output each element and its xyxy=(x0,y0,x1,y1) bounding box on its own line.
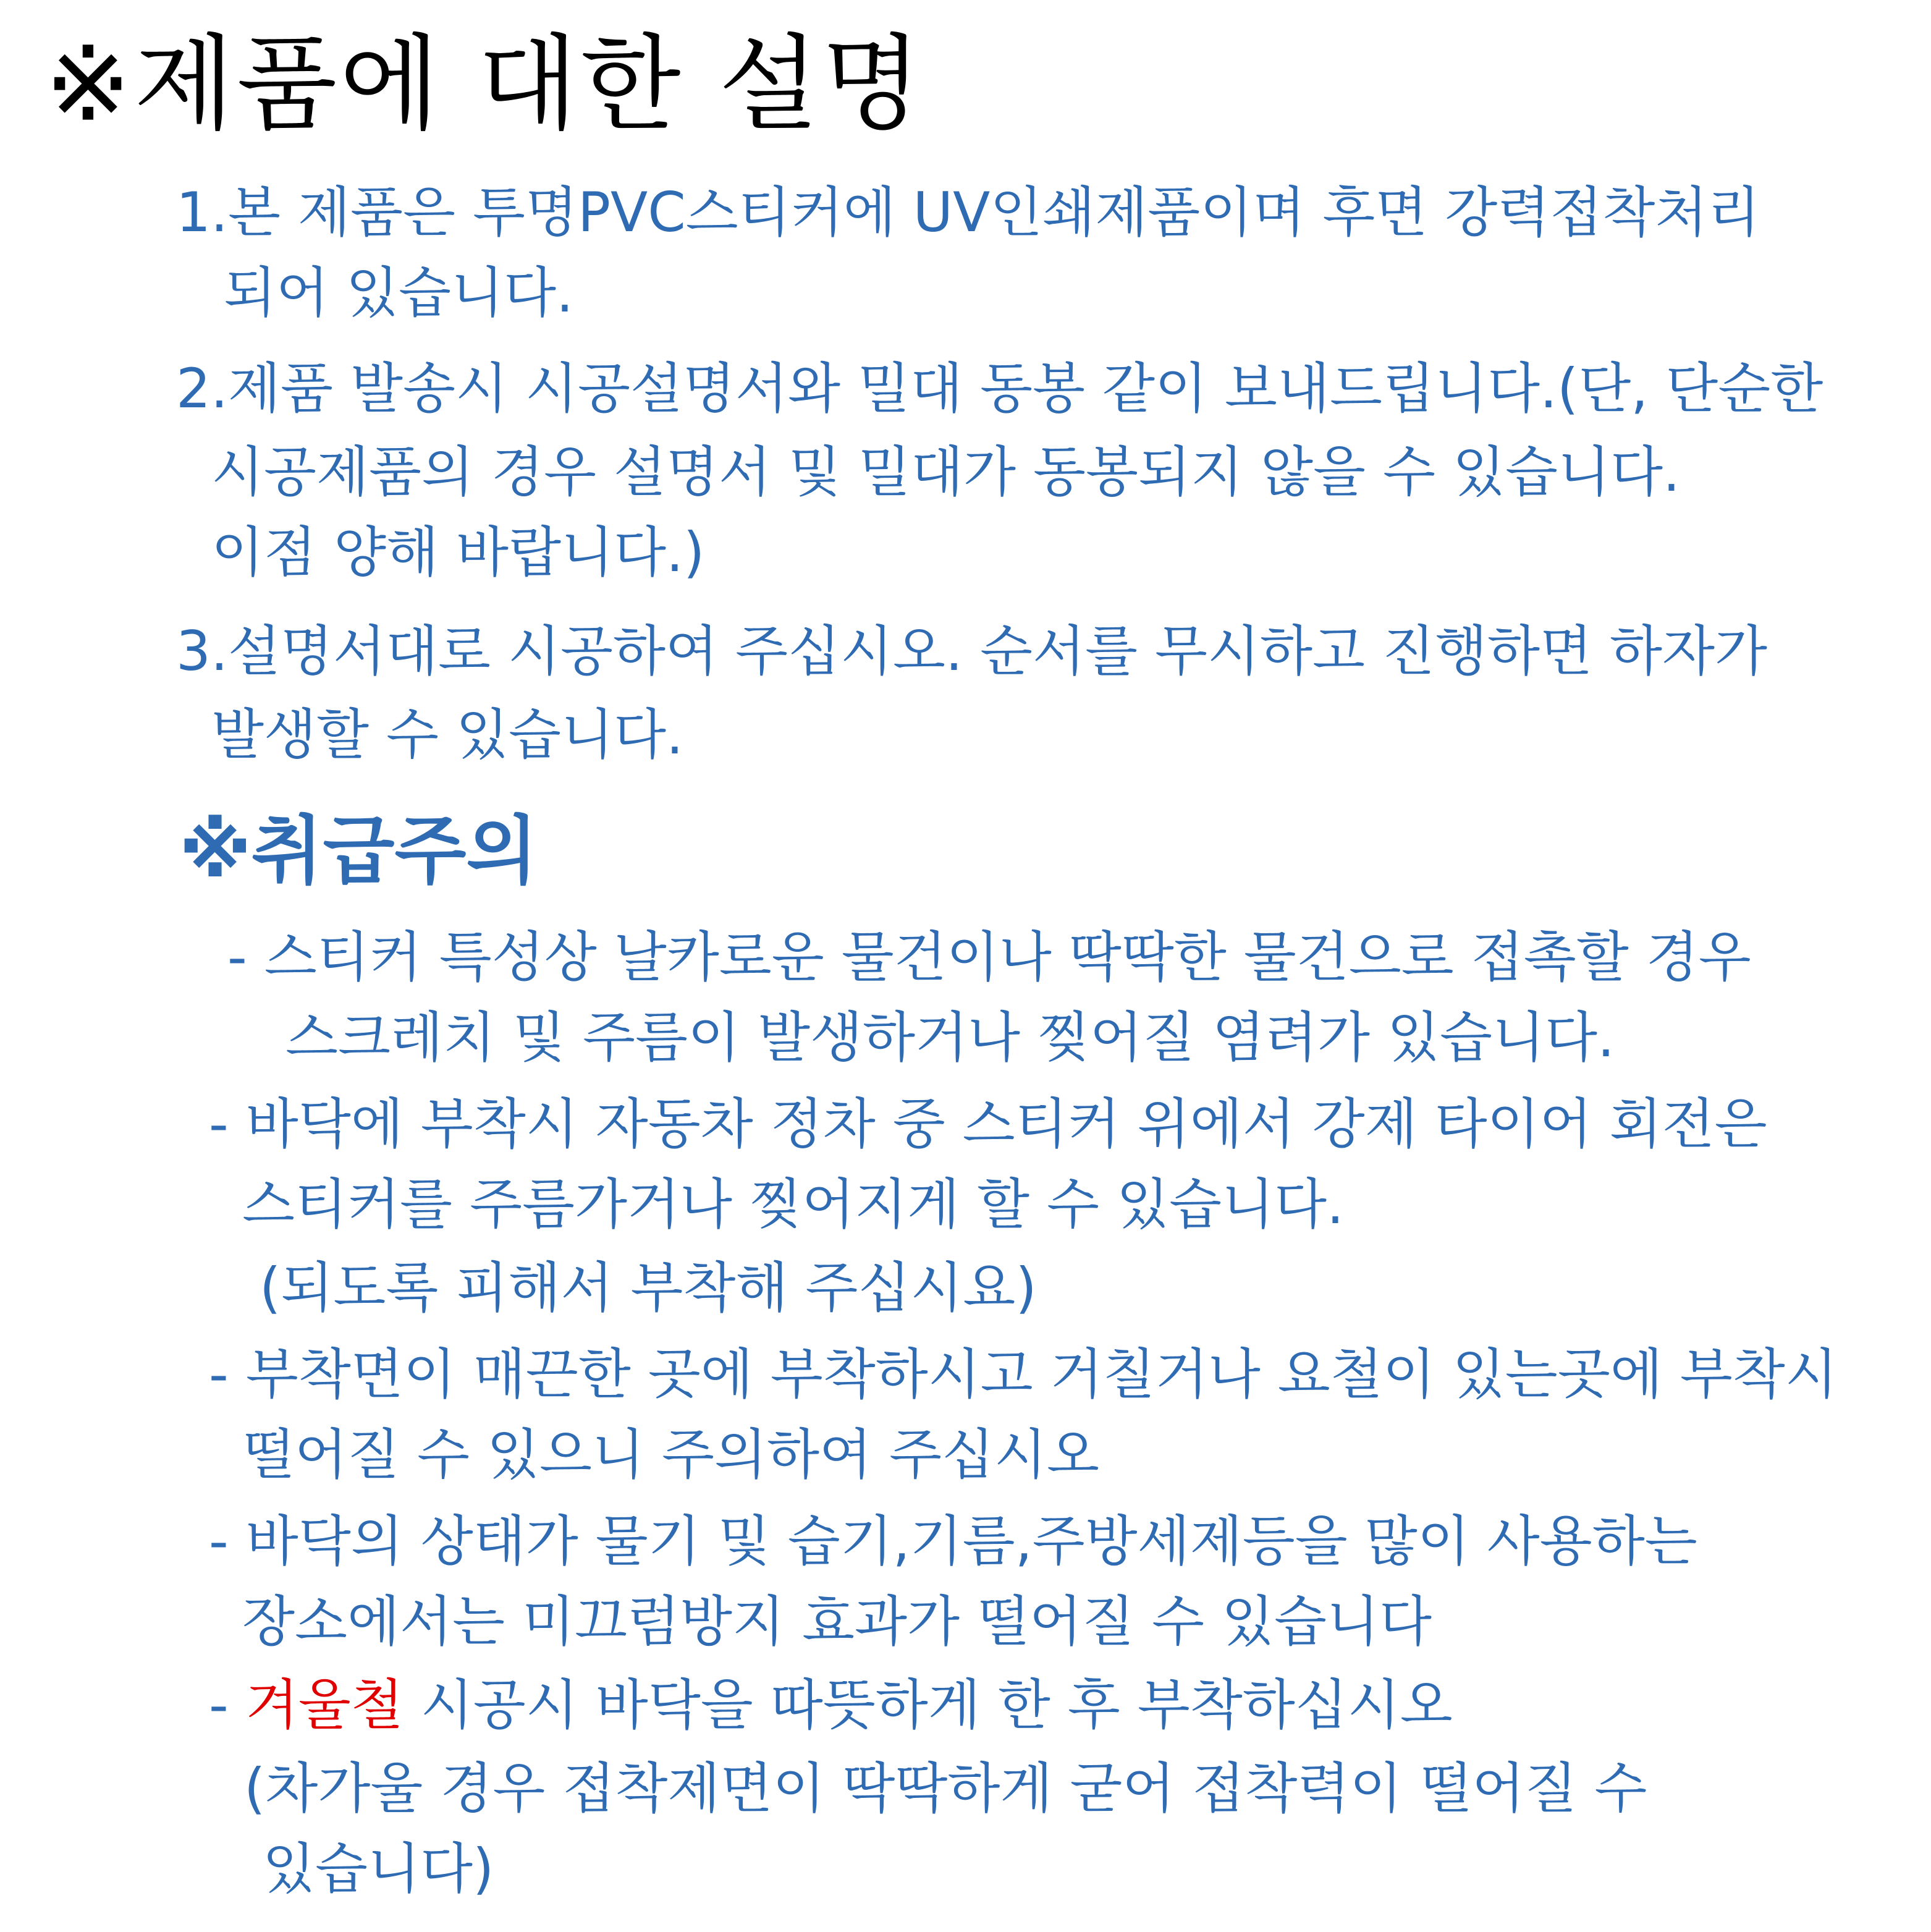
caution-item-5-line-1 xyxy=(209,1673,1453,1737)
caution-item-2-line-2: 스티커를 주름가거나 찢어지게 할 수 있습니다. xyxy=(242,1172,1344,1236)
winter-highlight: 겨울철 xyxy=(245,1673,404,1737)
caution-item-2-line-3: (되도록 피해서 부착해 주십시요) xyxy=(260,1256,1037,1320)
caution-item-4-line-1: - 바닥의 상태가 물기 및 습기,기름,주방세제등을 많이 사용하는 xyxy=(209,1509,1697,1573)
description-item-3-line-1: 3.설명서대로 시공하여 주십시오. 순서를 무시하고 진행하면 하자가 xyxy=(176,619,1767,683)
description-item-2-line-1: 2.제품 발송시 시공설명서와 밀대 동봉 같이 보내드립니다.(단, 단순한 xyxy=(176,357,1823,420)
caution-item-3-line-1: - 부착면이 매끈한 곳에 부착하시고 거칠거나 요철이 있는곳에 부착시 xyxy=(209,1342,1838,1406)
description-item-3-line-2: 발생할 수 있습니다. xyxy=(211,703,683,766)
description-item-1-line-1: 1.본 제품은 투명PVC스티커에 UV인쇄제품이며 후면 강력접착처리 xyxy=(176,180,1760,244)
caution-heading: ※취급주의 xyxy=(179,808,538,894)
description-item-1-line-2: 되어 있습니다. xyxy=(224,261,573,324)
caution-item-5-line-3: 있습니다) xyxy=(263,1837,494,1900)
caution-item-2-line-1: - 바닥에 부착시 자동차 정차 중 스티커 위에서 강제 타이어 회전은 xyxy=(209,1092,1767,1156)
caution-item-5-dash: - xyxy=(209,1673,246,1737)
caution-item-5-text: 시공시 바닥을 따뜻하게 한 후 부착하십시오 xyxy=(403,1673,1453,1737)
caution-item-3-line-2: 떨어질 수 있으니 주의하여 주십시오 xyxy=(242,1423,1100,1486)
caution-item-5-line-2: (차가울 경우 접착제면이 딱딱하게 굳어 접착력이 떨어질 수 xyxy=(244,1756,1647,1820)
caution-item-4-line-2: 장소에서는 미끄럼방지 효과가 떨어질 수 있습니다 xyxy=(242,1590,1432,1653)
page-title: ※제품에 대한 설명 xyxy=(44,23,924,145)
description-item-2-line-3: 이점 양해 바랍니다.) xyxy=(211,520,705,584)
description-item-2-line-2: 시공제품의 경우 설명서 및 밀대가 동봉되지 않을 수 있습니다. xyxy=(211,440,1680,504)
caution-item-1-line-1: - 스티커 특성상 날카로운 물건이나 딱딱한 물건으로 접촉할 경우 xyxy=(227,925,1751,989)
caution-item-1-line-2: 스크레치 및 주름이 발생하거나 찢어질 염려가 있습니다. xyxy=(285,1006,1615,1069)
